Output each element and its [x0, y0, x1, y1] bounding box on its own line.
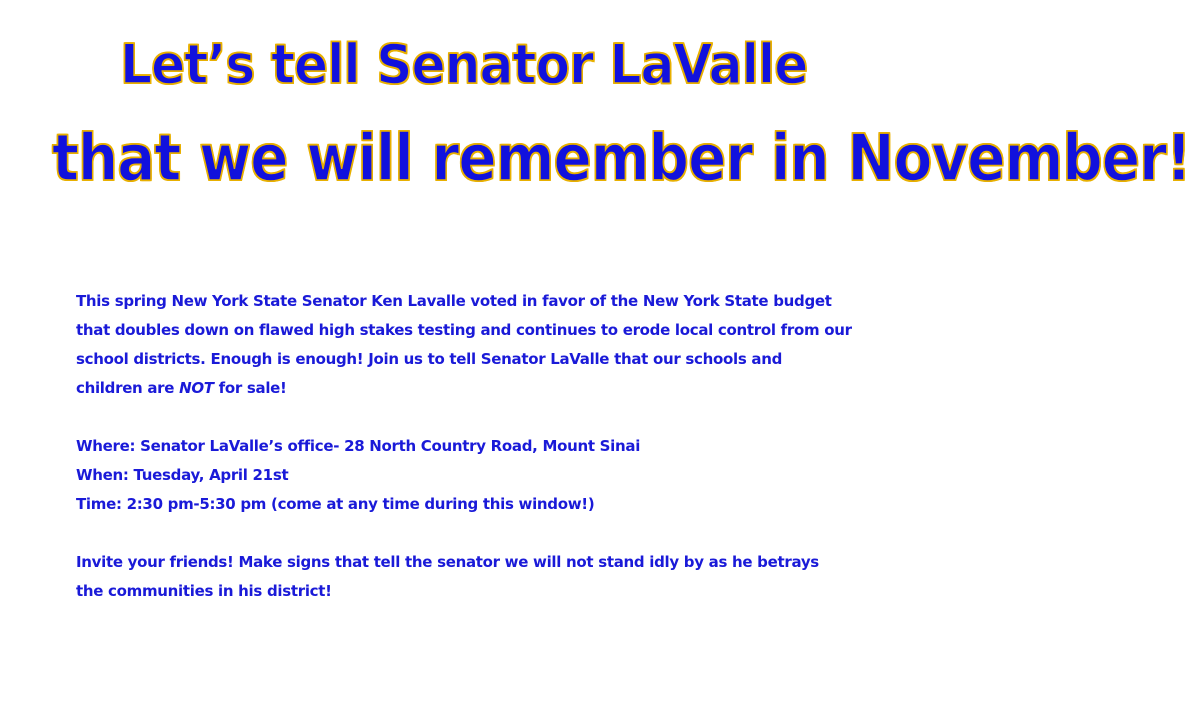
- closing-line-2: the communities in his district!: [76, 582, 332, 600]
- intro-line-1: This spring New York State Senator Ken Lavalle voted in favor of the New York State budget: [76, 292, 832, 310]
- intro-line-4: [76, 374, 936, 403]
- event-when: When: Tuesday, April 21st: [76, 466, 289, 484]
- paragraph-gap: [76, 519, 936, 548]
- event-time: Time: 2:30 pm-5:30 pm (come at any time during this window!): [76, 495, 595, 513]
- paragraph-gap: [76, 403, 936, 432]
- not-emphasis: NOT: [179, 379, 214, 397]
- closing-line-1: Invite your friends! Make signs that tell the senator we will not stand idly by as he betrays: [76, 553, 819, 571]
- intro-line-4-start: children are: [76, 379, 180, 397]
- headline-line-2: that we will remember in November!: [52, 122, 1191, 196]
- intro-line-2: that doubles down on flawed high stakes testing and continues to erode local control from our: [76, 321, 852, 339]
- intro-line-4-end: for sale!: [213, 379, 287, 397]
- flyer-body: [76, 287, 936, 606]
- event-where: Where: Senator LaValle’s office- 28 North Country Road, Mount Sinai: [76, 437, 641, 455]
- intro-line-3: school districts. Enough is enough! Join us to tell Senator LaValle that our schools and: [76, 350, 783, 368]
- headline-line-1: Let’s tell Senator LaValle: [120, 33, 808, 96]
